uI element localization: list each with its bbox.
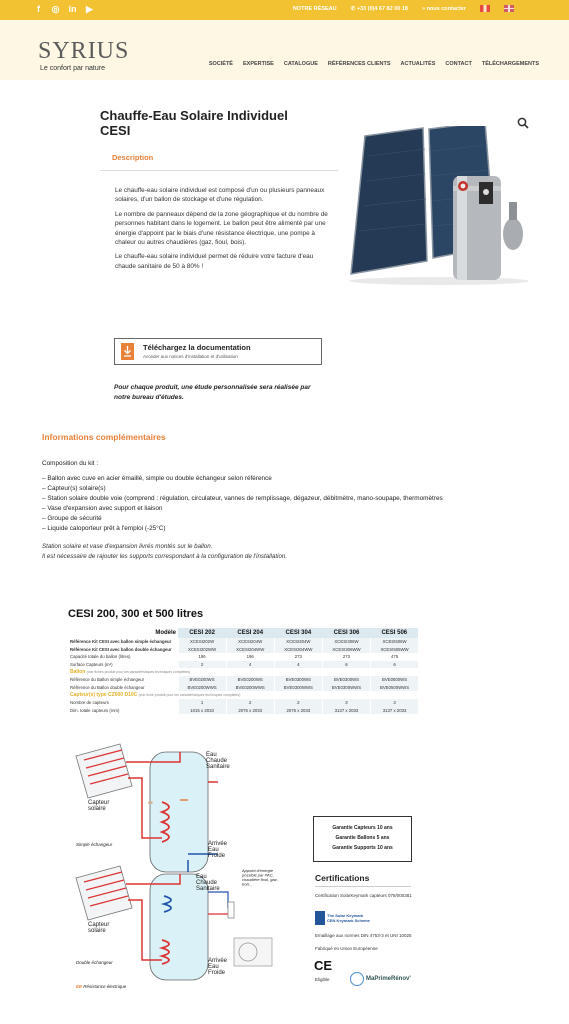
heat-pump-icon: [234, 938, 272, 966]
product-image[interactable]: [345, 126, 529, 286]
cell: 6: [322, 661, 370, 669]
nav-references[interactable]: RÉFÉRENCES CLIENTS: [327, 61, 391, 67]
cell: XCESI304WW: [274, 646, 322, 654]
cell: 273: [274, 653, 322, 661]
nav-telechargements[interactable]: TÉLÉCHARGEMENTS: [481, 61, 539, 67]
info-title[interactable]: Informations complémentaires: [42, 432, 166, 442]
simple-exchanger-label: Simple échangeur: [76, 842, 113, 847]
section-row: [68, 691, 418, 699]
cert-eu: Fabriqué en Union Européenne: [315, 946, 378, 951]
table-row: [68, 706, 418, 714]
cell: BVE0200WWS: [178, 684, 226, 692]
maprimerenov-logo: [350, 972, 411, 986]
cell: XCESI202W: [178, 638, 226, 646]
ecs-label: Eau Chaude Sanitaire: [206, 752, 230, 770]
cell: 4: [226, 661, 274, 669]
cell: XCESI202WW: [178, 646, 226, 654]
model-header: CESI 202: [178, 628, 226, 638]
panel-icon: [76, 744, 132, 798]
capteur-label: Capteur solaire: [88, 800, 110, 812]
info-note: Station solaire et vase d'expansion livrés montés sur le ballon.: [42, 543, 213, 550]
cell: 2: [226, 699, 274, 707]
nav-contact[interactable]: CONTACT: [445, 61, 472, 67]
contact-link[interactable]: » nous contacter: [421, 5, 466, 12]
spec-table: [68, 628, 418, 714]
cell: 3: [322, 699, 370, 707]
kit-item: – Groupe de sécurité: [42, 515, 102, 522]
ee-legend: EE Résistance électrique: [76, 984, 127, 989]
table-row: [68, 661, 418, 669]
site-header: [0, 20, 569, 80]
table-row: [68, 699, 418, 707]
cell: 2: [274, 699, 322, 707]
table-row: [68, 684, 418, 692]
kit-item: – Ballon avec cuve en acier émaillé, simple ou double échangeur selon référence: [42, 475, 272, 482]
nav-expertise[interactable]: EXPERTISE: [242, 61, 274, 67]
phone-link[interactable]: [351, 6, 408, 12]
double-exchanger-label: Double échangeur: [76, 960, 113, 965]
cell: 2: [178, 661, 226, 669]
row-label: Dim. totale capteurs (mm): [70, 707, 120, 713]
row-label: Surface Capteurs (m²): [70, 662, 113, 668]
desc-paragraph: Le nombre de panneaux dépend de la zone géographique et du nombre de personnes habitant dans le logement. Le ballon peut être alimenté par une énergie d'appoint par le biais d'une résistance électrique, une pompe à chaleur ou autres chaudières (gaz, fioul, bois).: [115, 210, 328, 247]
cell: XCESI204WW: [226, 646, 274, 654]
model-header: CESI 204: [226, 628, 274, 638]
guarantee-item: Garantie Capteurs 10 ans: [332, 825, 393, 831]
section-note: (voir fiches produit pour les caractéristiques techniques complètes): [86, 670, 191, 675]
model-header: CESI 304: [274, 628, 322, 638]
table-row: [68, 646, 418, 654]
row-label: Référence du Ballon double échangeur: [70, 684, 145, 690]
product-title-line2: CESI: [100, 123, 131, 138]
info-note: Il est nécessaire de rajouter les supports correspondant à la configuration de l'installation.: [42, 552, 288, 560]
flag-en-icon[interactable]: [504, 5, 514, 12]
download-title: Téléchargez la documentation: [143, 343, 251, 352]
linkedin-icon[interactable]: in: [68, 4, 77, 14]
cell: BVE0500WS: [371, 676, 418, 684]
table-row: [68, 638, 418, 646]
radiator-icon: [228, 902, 234, 918]
cell: BVE0500WWS: [371, 684, 418, 692]
phone-icon: ✆: [350, 5, 356, 12]
cell: XCESI306WW: [322, 646, 370, 654]
study-note: Pour chaque produit, une étude personnalisée sera réalisée par notre bureau d'études.: [114, 384, 311, 401]
ecs-label: Eau Chaude Sanitaire: [196, 874, 220, 892]
capteur-label: Capteur solaire: [88, 922, 110, 934]
kit-item: – Station solaire double voie (comprend : régulation, circulateur, vannes de remplissage, dégazeur, débitmètre, mano-soupape, thermomètres: [42, 495, 443, 502]
solar-keymark-logo: [315, 911, 325, 925]
row-label: Nombre de capteurs: [70, 700, 109, 706]
nav-societe[interactable]: SOCIÉTÉ: [208, 61, 233, 67]
cell: XCESI204W: [226, 638, 274, 646]
cell: XCESI506WW: [371, 646, 418, 654]
flag-fr-icon[interactable]: [480, 5, 490, 12]
tab-description[interactable]: Description: [112, 153, 154, 162]
datasheet-title: CESI 200, 300 et 500 litres: [68, 608, 204, 620]
appoint-label: Appoint d'énergie possible par PAC, chaudière fioul, gaz, bois...: [242, 868, 278, 887]
top-bar-right: [293, 5, 514, 12]
cell: BVE0200WS: [226, 676, 274, 684]
row-label: Référence Kit CESI avec ballon simple échangeur: [70, 639, 172, 645]
notre-reseau-link[interactable]: NOTRE RÉSEAU: [292, 5, 337, 12]
cell: 196: [178, 653, 226, 661]
kit-heading: Composition du kit :: [42, 460, 99, 467]
cell: 1015 x 2033: [178, 706, 226, 714]
cell: BVE0300WWS: [322, 684, 370, 692]
download-icon: [121, 343, 134, 360]
kit-item: – Vase d'expansion avec support et liaison: [42, 505, 163, 512]
row-label: Référence du Ballon simple échangeur: [70, 677, 145, 683]
cell: XCESI306W: [322, 638, 370, 646]
product-title-line1: Chauffe-Eau Solaire Individuel: [100, 108, 288, 123]
table-row: [68, 676, 418, 684]
section-label: Ballon: [70, 669, 86, 676]
maprimerenov-text: MaPrimeRénov': [366, 976, 411, 982]
model-header: CESI 506: [371, 628, 418, 638]
installation-diagram: [70, 742, 300, 992]
kit-item: – Liquide caloporteur prêt à l'emploi (-25°C): [42, 525, 166, 532]
certifications-title: Certifications: [315, 873, 370, 883]
cell: 196: [226, 653, 274, 661]
info-notes: [42, 542, 562, 561]
youtube-icon[interactable]: ▶: [86, 4, 93, 14]
guarantee-item: Garantie Ballons 5 ans: [335, 835, 390, 841]
product-title: [100, 108, 340, 138]
cell: 6: [371, 661, 418, 669]
download-documentation-button[interactable]: [114, 338, 322, 365]
cold-water-label: Arrivée Eau Froide: [208, 958, 228, 976]
cell: 1: [178, 699, 226, 707]
cell: BVE0300WS: [274, 676, 322, 684]
download-subtitle: Accéder aux notices d'installation et d'utilisation: [143, 354, 238, 359]
model-header: CESI 306: [322, 628, 370, 638]
cert-din: Emaillage aux normes DIN 4753-3 et UNI 10025: [315, 933, 412, 938]
nav-catalogue[interactable]: CATALOGUE: [283, 61, 318, 67]
instagram-icon[interactable]: ◎: [51, 4, 60, 14]
logo-tagline: Le confort par nature: [40, 65, 105, 72]
cell: 2076 x 2033: [274, 706, 322, 714]
cell: 3137 x 2033: [322, 706, 370, 714]
guarantee-item: Garantie Supports 10 ans: [332, 845, 393, 851]
row-label: Capacité totale du ballon (litres): [70, 654, 131, 660]
solar-keymark-text: [327, 913, 370, 923]
cell: BVE0300WWS: [274, 684, 322, 692]
panel-icon: [76, 866, 132, 920]
cell: 4: [274, 661, 322, 669]
model-label: Modèle: [155, 630, 176, 636]
top-bar: [0, 0, 569, 20]
desc-paragraph: Le chauffe-eau solaire individuel permet de réduire votre facture d'eau chaude sanitaire de 50 à 80% !: [115, 253, 314, 270]
house-icon: [350, 972, 364, 986]
eligible-label: Eligible: [315, 977, 330, 982]
social-links: [34, 4, 94, 15]
main-nav: [209, 61, 539, 67]
desc-paragraph: Le chauffe-eau solaire individuel est composé d'un ou plusieurs panneaux solaires, d'un ballon de stockage et d'une régulation.: [115, 187, 325, 204]
cell: 475: [371, 653, 418, 661]
section-note: (voir fiche produit pour les caractéristiques techniques complètes): [138, 692, 241, 697]
section-row: [68, 668, 418, 676]
section-label: Capteur(s) type CZ000 D10C: [70, 691, 138, 698]
cell: 273: [322, 653, 370, 661]
cell: XCESI506W: [371, 638, 418, 646]
nav-actualites[interactable]: ACTUALITÉS: [400, 61, 436, 67]
cell: 3137 x 2033: [371, 706, 418, 714]
sk-line: CEN Keymark Scheme: [327, 918, 370, 923]
row-label: Référence Kit CESI avec ballon double échangeur: [70, 646, 172, 652]
ee-mark: EE: [148, 800, 154, 805]
logo[interactable]: SYRIUS: [38, 38, 130, 64]
kit-composition: [42, 459, 562, 534]
cold-water-label: Arrivée Eau Froide: [208, 841, 228, 859]
tab-divider: [100, 170, 338, 171]
cert-divider: [315, 886, 411, 887]
product-description: [115, 186, 330, 276]
kit-item: – Capteur(s) solaire(s): [42, 485, 106, 492]
cell: BVE0200WWS: [226, 684, 274, 692]
sk-line: The Solar Keymark: [327, 913, 364, 918]
facebook-icon[interactable]: f: [37, 4, 40, 14]
phone-number: +33 (0)4 67 82 00 18: [356, 5, 408, 12]
cell: 2076 x 2033: [226, 706, 274, 714]
guarantees-box: [313, 816, 412, 862]
cert-solarkeymark: Certification SolarKeymark capteurs 078/000381: [315, 893, 412, 898]
cell: BVE0200WS: [178, 676, 226, 684]
table-row: [68, 653, 418, 661]
cell: BVE0300WS: [322, 676, 370, 684]
cell: 3: [371, 699, 418, 707]
cell: XCESI304W: [274, 638, 322, 646]
ce-mark-logo: CE: [314, 958, 333, 973]
